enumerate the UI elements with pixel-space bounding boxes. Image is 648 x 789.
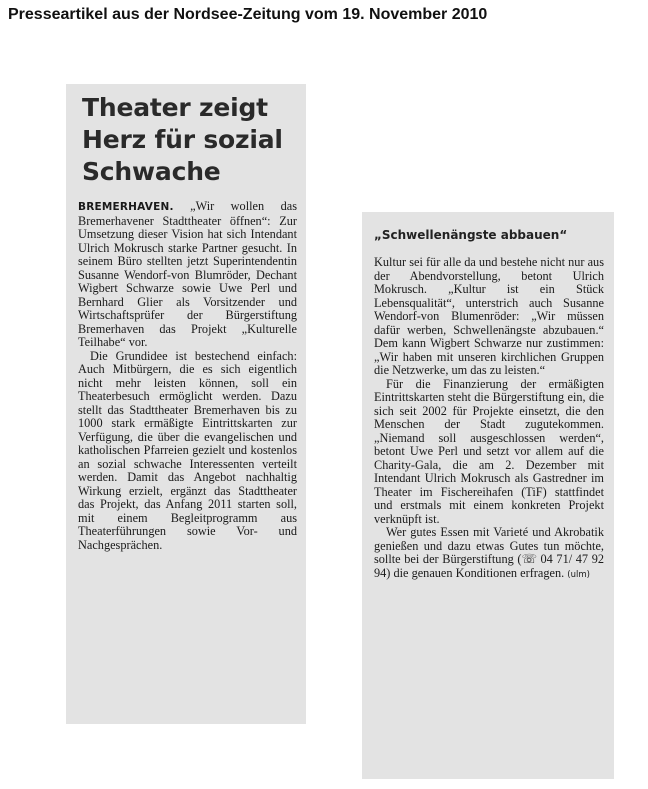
- article-headline: Theater zeigt Herz für sozial Schwache: [82, 93, 283, 186]
- article-paragraph-3: Kultur sei für alle da und bestehe nicht nur aus der Abendvorstellung, betont Ulrich Mokrusch. „Kultur ist ein Stück Lebensqualität“, unterstrich auch Susanne Wendorf-von Blumenröder: „Wir müssen dafür werben, Schwellenängste abzubauen.“ Dem kann Wigbert Schwarze nur zustimmen: „Wir haben mit unseren kirchlichen Gruppen die Netzwerke, um das zu leisten.“: [374, 255, 604, 377]
- article-paragraph-1-text: „Wir wollen das Bremerhavener Stadttheater öffnen“: Zur Umsetzung dieser Vision hat sich Intendant Ulrich Mokrusch starke Partner gesucht. In seinem Büro stellten jetzt Superintendentin Susanne Wendorf-von Blumröder, Dechant Wigbert Schwarze sowie Uwe Perl und Bernhard Glier als Vorsitzender und Wirtschaftsprüfer der Bürgerstiftung Bremerhaven das Projekt „Kulturelle Teilhabe“ vor.: [78, 199, 297, 349]
- article-paragraph-4: Für die Finanzierung der ermäßigten Eintrittskarten steht die Bürgerstiftung ein, die sich seit 2002 für Projekte einsetzt, die den Menschen der Stadt zugutekommen. „Niemand soll ausgeschlossen werden“, betont Uwe Perl und setzt vor allem auf die Charity-Gala, die am 2. Dezember mit Intendant Ulrich Mokrusch als Gastredner im Theater im Fischereihafen (TiF) stattfindet und erstmals mit einem konkreten Projekt verknüpft ist.: [374, 376, 604, 526]
- article-clipping-right: [362, 212, 614, 779]
- article-paragraph-5: [374, 526, 604, 582]
- article-clipping-left: [66, 84, 306, 724]
- article-dateline: BREMERHAVEN.: [78, 201, 174, 213]
- article-byline: (ulm): [567, 569, 590, 580]
- page-title: Presseartikel aus der Nordsee-Zeitung vom 19. November 2010: [8, 6, 488, 23]
- article-subheading: „Schwellenängste abbauen“: [374, 228, 568, 242]
- article-paragraph-1: [78, 200, 297, 350]
- article-paragraph-2: Die Grundidee ist bestechend einfach: Auch Mitbürgern, die es sich eigentlich nicht mehr leisten können, soll ein Theaterbesuch ermöglicht werden. Dazu stellt das Stadttheater Bremerhaven bis zu 1000 stark ermäßigte Eintrittskarten zur Verfügung, die über die evangelischen und katholischen Pfarreien gezielt und kostenlos an sozial schwache Interessenten verteilt werden. Damit das Angebot nachhaltig Wirkung erzielt, ergänzt das Stadttheater das Projekt, das Anfang 2011 starten soll, mit einem Begleitprogramm aus Theaterführungen sowie Vor- und Nachgesprächen.: [78, 348, 297, 552]
- article-paragraph-5-text: Wer gutes Essen mit Varieté und Akrobatik genießen und dazu etwas Gutes tun möchte, sollte bei der Bürgerstiftung (☏ 04 71/ 47 92 94) die genauen Konditionen erfragen.: [374, 525, 604, 580]
